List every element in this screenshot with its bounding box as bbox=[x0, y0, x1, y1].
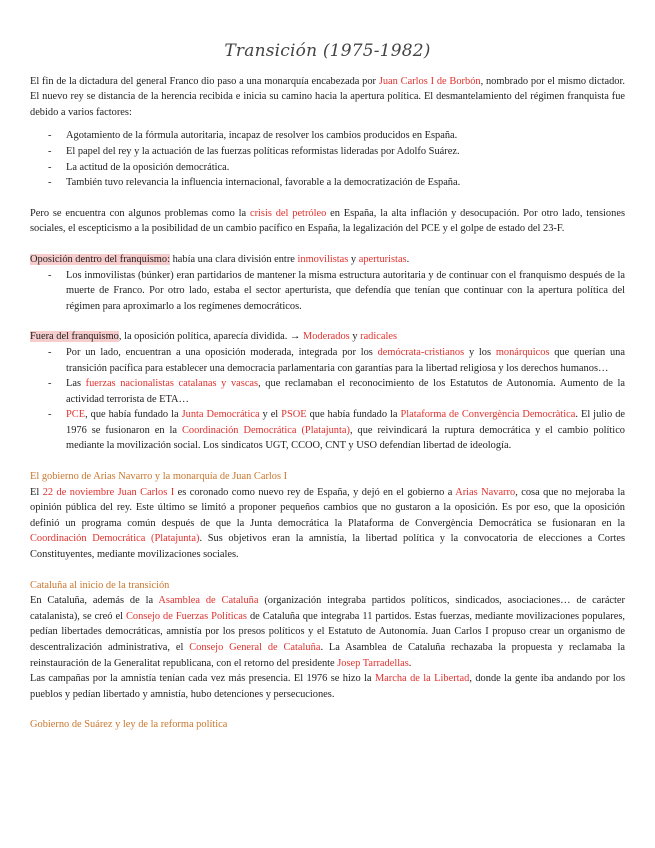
text: , que reivindicará la ruptura democrática y el cambio político mediante la movilización social. Los sindicatos UGT, CCOO, CNT y USO defendían libertad de ideología. bbox=[66, 424, 626, 452]
highlight-term: Juan Carlos I de Borbón bbox=[378, 75, 481, 87]
opposition-inside-heading bbox=[30, 252, 625, 268]
text: había una clara división entre bbox=[169, 253, 298, 265]
opposition-outside-list bbox=[30, 345, 625, 454]
text: Pero se encuentra con algunos problemas como la bbox=[30, 207, 250, 219]
highlight-term: Asamblea de Cataluña bbox=[158, 595, 259, 607]
list-item-text: Los inmovilistas (búnker) eran partidarios de mantener la misma estructura autoritaria y de continuar con el franquismo después de la muerte de Franco. Por otro lado, estaba el sector aperturista, que defendía que tenían que continuar con la apertura política del régimen para aproximarlo a los regímenes democráticos. bbox=[66, 269, 625, 312]
text: . bbox=[408, 657, 412, 669]
highlight-term: Coordinación Democrática (Platajunta) bbox=[181, 424, 350, 436]
list-item: - Los inmovilistas (búnker) eran partidarios de mantener la misma estructura autoritaria y de continuar con el franquismo después de la muerte de Franco. Por otro lado, estaba el sector aperturista, que defendía que tenían que continuar con la apertura política del régimen para aproximarlo a los regímenes democráticos. bbox=[48, 269, 625, 312]
text: , que había fundado la bbox=[85, 409, 182, 421]
opposition-outside-heading bbox=[30, 329, 625, 345]
text: . El julio de 1976 se fusionaron en la bbox=[66, 409, 626, 436]
text: , que reclamaban el reconocimiento de los Estatutos de Autonomía. Aumento de la actividad terrorista de ETA… bbox=[66, 378, 625, 405]
highlight-term: 22 de noviembre Juan Carlos I bbox=[42, 486, 175, 498]
list-item: - El papel del rey y la actuación de las fuerzas políticas reformistas lideradas por Adolfo Suárez. bbox=[48, 145, 460, 157]
text: . La Asamblea de Cataluña rechazaba la propuesta y reclamaba la reinstauración de la Generalitat republicana, con el retorno del presidente bbox=[30, 642, 625, 669]
text: El bbox=[30, 486, 43, 498]
highlight-term: PCE bbox=[66, 409, 86, 421]
highlighted-label: Fuera del franquismo bbox=[30, 331, 119, 343]
highlight-term: PSOE bbox=[281, 409, 307, 421]
highlight-term: Josep Tarradellas bbox=[337, 657, 409, 669]
text: . Sus objetivos eran la amnistía, la libertad política y la convocatoria de elecciones a Cortes Constituyentes, mediante movilizaciones sociales. bbox=[30, 533, 625, 561]
highlight-term: aperturistas bbox=[358, 253, 407, 265]
intro-paragraph bbox=[30, 74, 625, 121]
highlight-term: Junta Democrática bbox=[181, 409, 260, 421]
highlight-term: demócrata-cristianos bbox=[377, 346, 465, 358]
list-item: - Agotamiento de la fórmula autoritaria, incapaz de resolver los cambios producidos en España. bbox=[48, 130, 458, 142]
text: y los bbox=[464, 346, 496, 358]
text: es coronado como nuevo rey de España, y dejó en el gobierno a bbox=[174, 486, 456, 498]
arias-paragraph bbox=[30, 485, 625, 563]
text: En Cataluña, además de la bbox=[30, 595, 159, 607]
text: de Cataluña que integraba 11 partidos. Estas fuerzas, mediante movilizaciones populares, pedían libertades democráticas, amnistía por los presos políticos y el Estatuto de Autonomía. Juan Carlos I propuso crear un organismo de descentralización administrativa, el bbox=[30, 610, 626, 653]
highlight-term: inmovilistas bbox=[297, 253, 349, 265]
text: que había fundado la bbox=[306, 409, 401, 421]
cataluna-paragraph bbox=[30, 593, 625, 671]
document-page bbox=[30, 41, 626, 733]
text: y el bbox=[259, 409, 282, 421]
list-item: - Las fuerzas nacionalistas catalanas y vascas, que reclamaban el reconocimiento de los Estatutos de Autonomía. Aumento de la actividad terrorista de ETA… bbox=[48, 378, 625, 405]
highlight-term: crisis del petróleo bbox=[249, 207, 327, 219]
section-heading-cataluna: Cataluña al inicio de la transición bbox=[30, 579, 170, 591]
list-item-text: El papel del rey y la actuación de las fuerzas políticas reformistas lideradas por Adolfo Suárez. bbox=[66, 145, 460, 157]
list-item: - Por un lado, encuentran a una oposición moderada, integrada por los demócrata-cristianos y los monárquicos que querían una transición pacífica para establecer una democracia parlamentaria con garantías para la libertad religiosa y los derechos humanos… bbox=[48, 346, 625, 374]
text: , nombrado por el mismo dictador. El nuevo rey se distancia de la herencia recibida e inicia su camino hacia la apertura política. El desmantelamiento del régimen franquista fue debido a varios factores: bbox=[30, 75, 625, 118]
section-heading-suarez: Gobierno de Suárez y ley de la reforma política bbox=[30, 719, 228, 731]
text: . bbox=[406, 253, 410, 265]
amnesty-paragraph bbox=[30, 671, 625, 702]
problems-paragraph bbox=[30, 206, 625, 237]
list-item: - PCE, que había fundado la Junta Democrática y el PSOE que había fundado la Plataforma de Convergència Democràtica. El julio de 1976 se fusionaron en la Coordinación Democrática (Platajunta), que reivindicará la ruptura democrática y el cambio político mediante la movilización social. Los sindicatos UGT, CCOO, CNT y USO defendían libertad de ideología. bbox=[48, 409, 626, 452]
document-title: Transición (1975-1982) bbox=[224, 41, 431, 61]
text: Las bbox=[66, 378, 86, 390]
list-item: - La actitud de la oposición democrática. bbox=[48, 161, 230, 173]
text: (organización integraba partidos políticos, sindicados, asociaciones… de carácter catalanista), se creó el bbox=[30, 595, 626, 622]
opposition-inside-list bbox=[30, 268, 625, 315]
highlight-term: monárquicos bbox=[495, 346, 550, 358]
highlight-term: Moderados bbox=[302, 331, 350, 343]
highlight-term: Consejo General de Cataluña bbox=[189, 642, 321, 653]
highlight-term: Consejo de Fuerzas Políticas bbox=[125, 610, 247, 622]
text: y bbox=[348, 253, 359, 265]
section-heading-arias: El gobierno de Arias Navarro y la monarquía de Juan Carlos I bbox=[30, 471, 288, 483]
text: , la oposición política, aparecía dividida. → bbox=[118, 331, 303, 343]
list-item-text: La actitud de la oposición democrática. bbox=[66, 161, 230, 173]
highlight-term: Arias Navarro bbox=[455, 486, 516, 498]
text: Por un lado, encuentran a una oposición moderada, integrada por los bbox=[66, 346, 378, 358]
list-item-text: Agotamiento de la fórmula autoritaria, incapaz de resolver los cambios producidos en España. bbox=[66, 130, 458, 142]
text: y bbox=[349, 331, 361, 343]
highlight-term: fuerzas nacionalistas catalanas y vascas bbox=[85, 378, 259, 390]
factors-list bbox=[30, 128, 625, 190]
text: El fin de la dictadura del general Franco dio paso a una monarquía encabezada por bbox=[30, 75, 379, 87]
list-item-text: También tuvo relevancia la influencia internacional, favorable a la democratización de España. bbox=[66, 177, 461, 189]
text: que querían una transición pacífica para establecer una democracia parlamentaria con garantías para la libertad religiosa y los derechos humanos… bbox=[66, 346, 625, 374]
text: Las campañas por la amnistía tenían cada vez más presencia. El 1976 se hizo la bbox=[30, 673, 375, 685]
highlight-term: Coordinación Democrática (Platajunta) bbox=[30, 533, 200, 545]
text: , cosa que no mejoraba la opinión pública del rey. Este último se limitó a proponer pequeños cambios que no gustaron a la oposición. Es por eso, que la oposición definió un programa común después de que la Junta democrática la Plataforma de Convergència Democrática se fusionaran en la bbox=[30, 486, 625, 529]
text: , donde la gente iba andando por los pueblos y pedían libertado y amnistía, hubo detenciones y persecuciones. bbox=[30, 673, 625, 700]
list-item: - También tuvo relevancia la influencia internacional, favorable a la democratización de España. bbox=[48, 177, 461, 189]
text: en España, la alta inflación y desocupación. Por otro lado, tensiones sociales, el escepticismo a la posibilidad de un cambio pacífico en España, la legalización del PCE y el golpe de estado del 23-F. bbox=[30, 207, 625, 235]
highlighted-label: Oposición dentro del franquismo: bbox=[30, 253, 170, 265]
highlight-term: Plataforma de Convergència Democràtica bbox=[400, 409, 576, 421]
highlight-term: Marcha de la Libertad bbox=[374, 673, 470, 685]
highlight-term: radicales bbox=[360, 331, 398, 343]
